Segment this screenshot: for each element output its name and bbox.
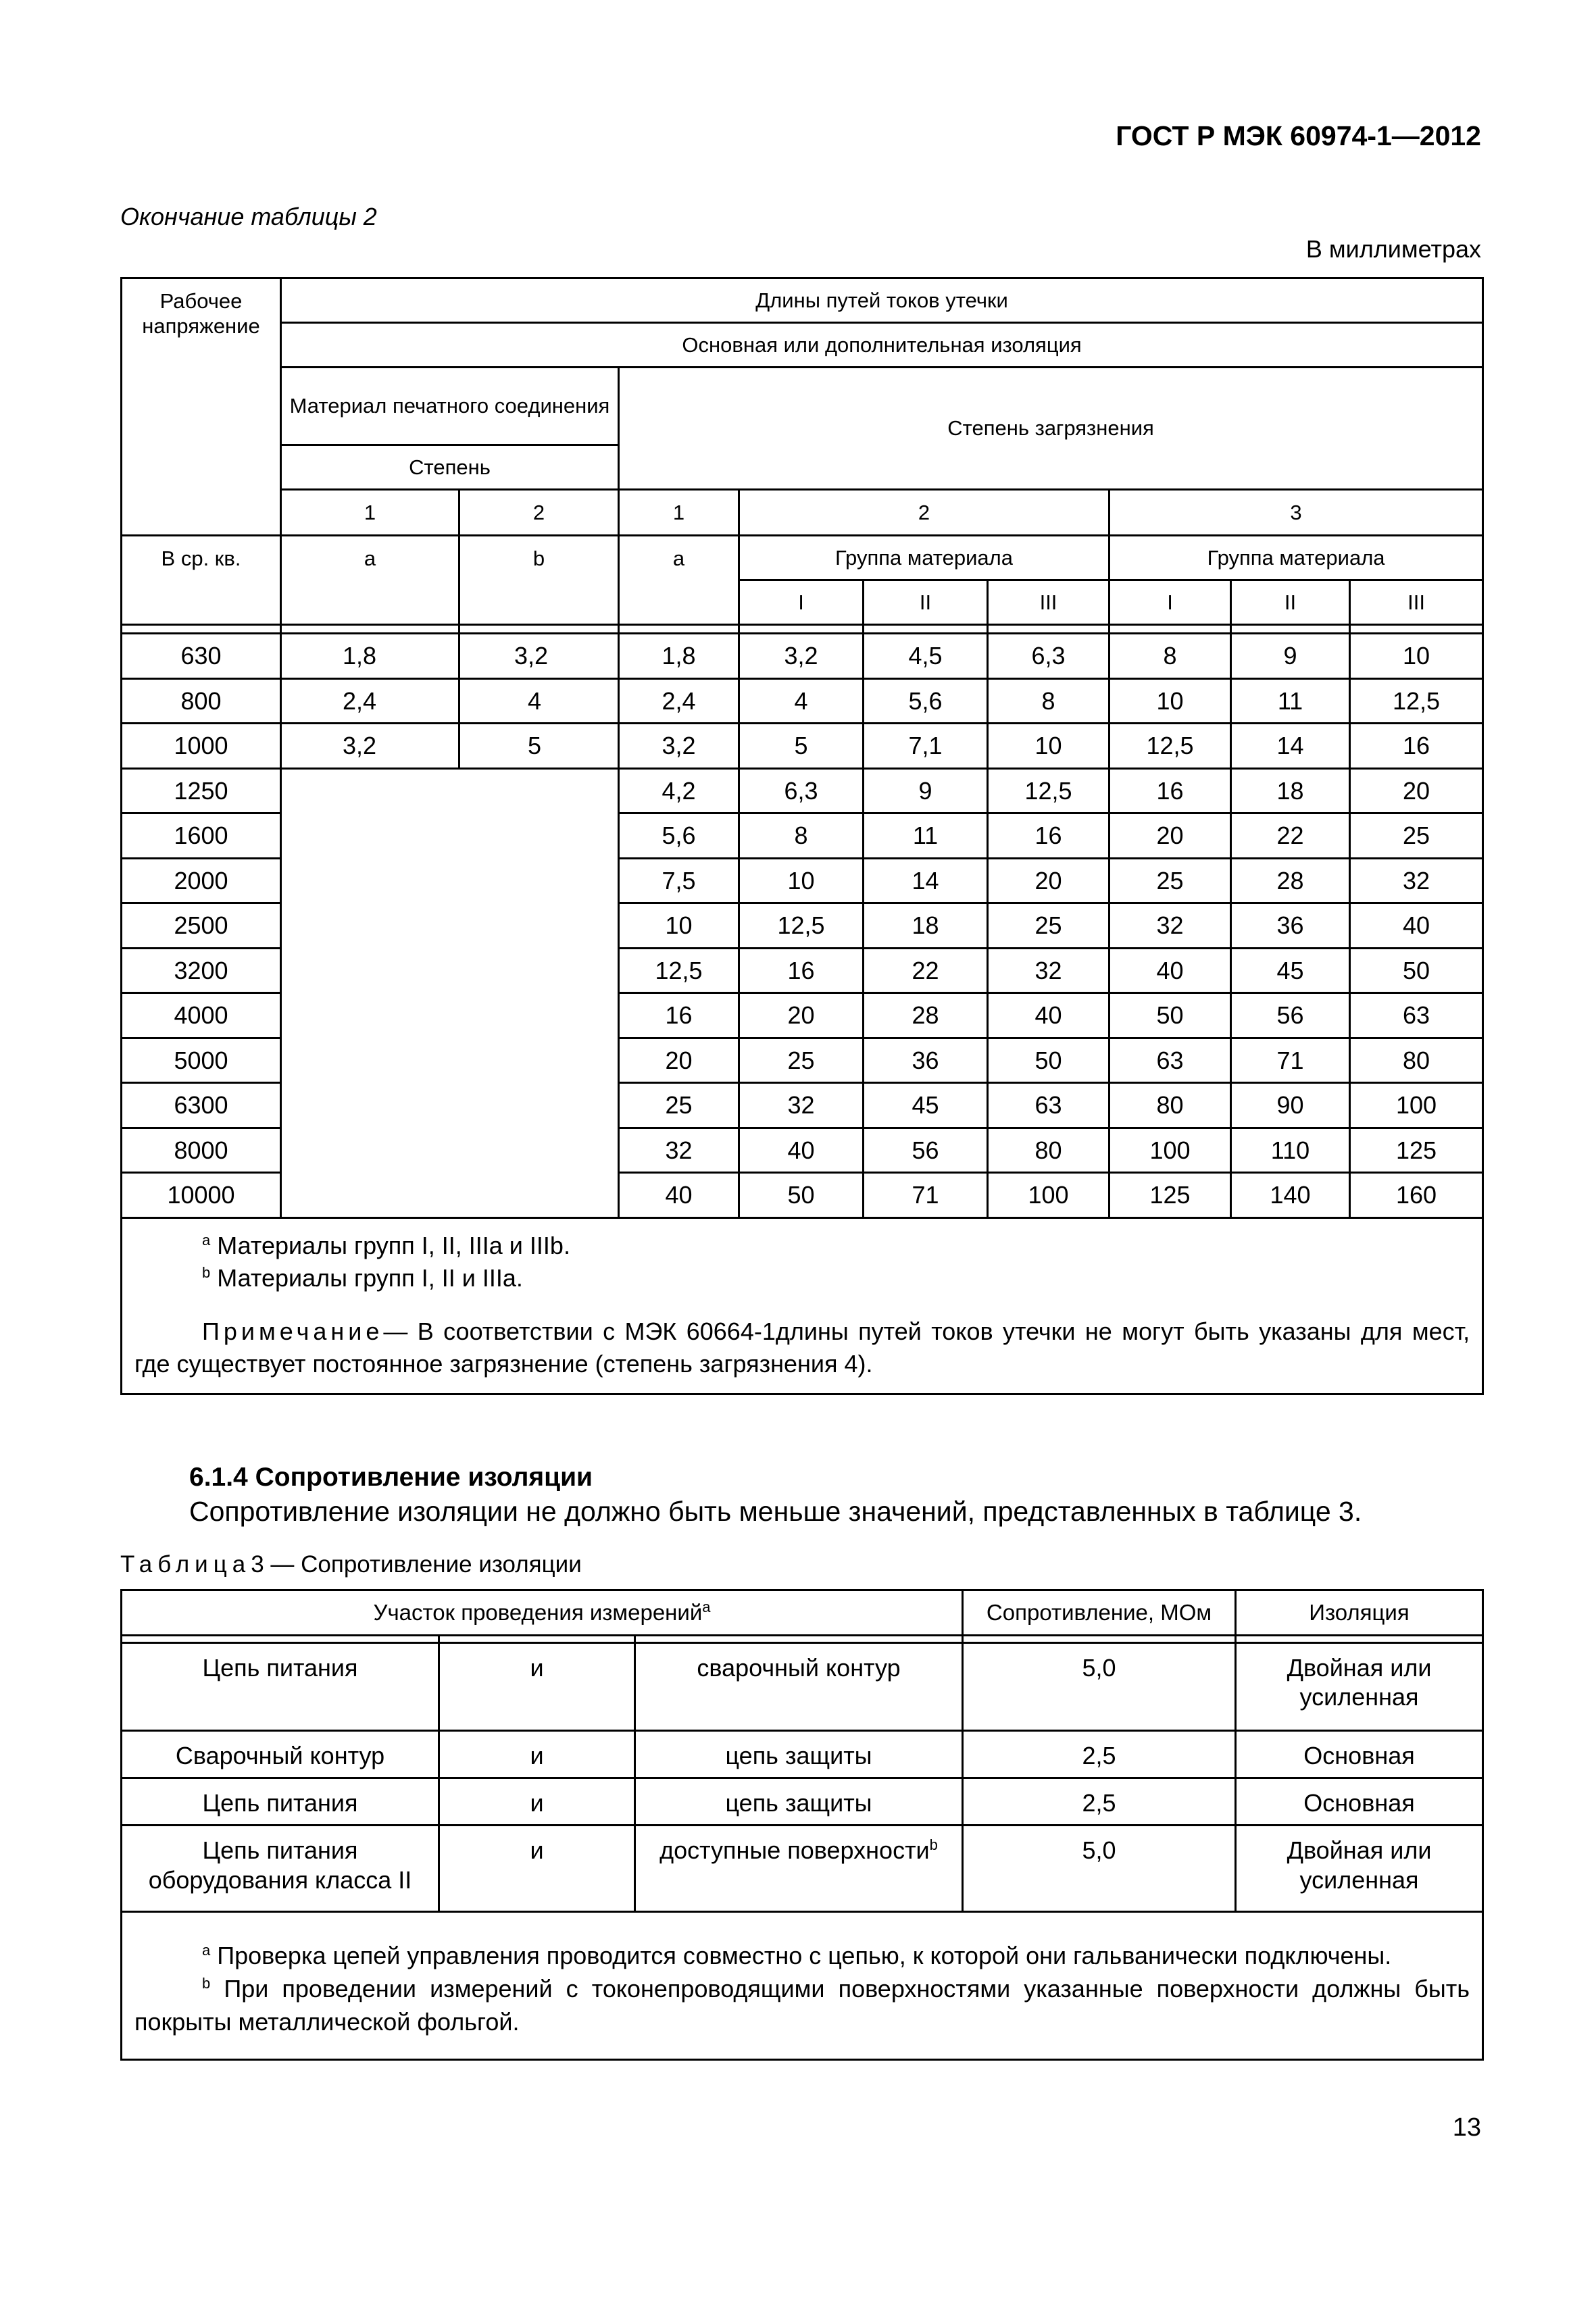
header-rms: В ср. кв. [122, 536, 281, 625]
header-pollution-2: 2 [739, 490, 1109, 536]
table-row: 2000 7,5 10 14 20 25 28 32 [122, 858, 1483, 903]
table3-caption: Таблица3 — Сопротивление изоляции [120, 1551, 582, 1578]
table-row: 1600 5,6 8 11 16 20 22 25 [122, 813, 1483, 859]
header-pollution-1: 1 [619, 490, 739, 536]
footnote-a: $^a$ Проверка цепей управления проводится совместно с цепью, к которой они гальванически подключены. [202, 1942, 1392, 1970]
table2-continuation-caption: Окончание таблицы 2 [120, 203, 377, 230]
table-row: 8000 32 40 56 80 100 110 125 [122, 1128, 1483, 1173]
table2-note: Примечание— В соответствии с МЭК 60664-1длины путей токов утечки не могут быть указаны для мест, где существует постоянное загрязнение (степень загрязнения 4). [134, 1317, 1470, 1378]
header-material-group-2: Группа материала [739, 536, 1109, 580]
table-row: 5000 20 25 36 50 63 71 80 [122, 1038, 1483, 1083]
header-group-iii: III [988, 580, 1109, 625]
footnote-b: $^b$ Материалы групп I, II и IIIa. [202, 1264, 523, 1292]
footnote-b: $^b$ При проведении измерений с токонепроводящими поверхностями указанные поверхности должны быть покрыты металлической фольгой. [134, 1974, 1470, 2036]
header-group-i: I [1109, 580, 1231, 625]
header-group-ii: II [1231, 580, 1350, 625]
header-insulation: Изоляция [1236, 1590, 1483, 1636]
header-material-group-3: Группа материала [1109, 536, 1483, 580]
table-row: Сварочный контур и цепь защиты 2,5 Основная [122, 1731, 1483, 1778]
section-heading: 6.1.4 Сопротивление изоляции [189, 1463, 593, 1492]
table-row: 10000 40 50 71 100 125 140 160 [122, 1173, 1483, 1218]
header-work-voltage: Рабочее напряжение [122, 278, 281, 536]
table-row: Цепь питания и сварочный контур 5,0 Двойная или усиленная [122, 1643, 1483, 1731]
header-measurement-site: Участок проведения измерений$^a$ [122, 1590, 963, 1636]
insulation-resistance-table [120, 1589, 1484, 2061]
table-row: Цепь питания и цепь защиты 2,5 Основная [122, 1778, 1483, 1826]
table2-footnotes [122, 1217, 1483, 1394]
table-row: 630 1,8 3,2 1,8 3,2 4,5 6,3 8 9 10 [122, 634, 1483, 679]
header-pollution-3: 3 [1109, 490, 1483, 536]
header-degree-1: 1 [281, 490, 459, 536]
header-group-ii: II [864, 580, 988, 625]
document-code: ГОСТ Р МЭК 60974-1—2012 [1116, 120, 1481, 151]
table-row: 800 2,4 4 2,4 4 5,6 8 10 11 12,5 [122, 678, 1483, 724]
header-group-iii: III [1350, 580, 1483, 625]
empty-merged-cell [281, 768, 619, 1217]
table-row: 3200 12,5 16 22 32 40 45 50 [122, 948, 1483, 993]
header-pcb-material: Материал печатного соединения [281, 368, 619, 445]
table-row: 4000 16 20 28 40 50 56 63 [122, 993, 1483, 1038]
header-insulation: Основная или дополнительная изоляция [281, 323, 1483, 368]
page-number: 13 [1452, 2113, 1481, 2142]
table-row: 6300 25 32 45 63 80 90 100 [122, 1083, 1483, 1128]
header-degree-2: 2 [459, 490, 619, 536]
section-text: Сопротивление изоляции не должно быть меньше значений, представленных в таблице 3. [189, 1496, 1362, 1527]
header-degree: Степень [281, 445, 619, 490]
header-pollution-degree: Степень загрязнения [619, 368, 1483, 490]
footnote-a: $^a$ Материалы групп I, II, IIIa и IIIb. [202, 1231, 570, 1259]
table-row: 1000 3,2 5 3,2 5 7,1 10 12,5 14 16 [122, 724, 1483, 769]
header-creepage: Длины путей токов утечки [281, 278, 1483, 323]
header-col-a2: a [619, 536, 739, 625]
creepage-table [120, 277, 1484, 1395]
table-row: Цепь питания оборудования класса II и доступные поверхности$^b$ 5,0 Двойная или усиленная [122, 1826, 1483, 1912]
table-row: 2500 10 12,5 18 25 32 36 40 [122, 903, 1483, 949]
header-col-b: b [459, 536, 619, 625]
header-resistance: Сопротивление, МОм [963, 1590, 1236, 1636]
table-row: 1250 4,2 6,3 9 12,5 16 18 20 [122, 768, 1483, 813]
header-col-a: a [281, 536, 459, 625]
table2-units: В миллиметрах [1305, 235, 1481, 263]
table3-footnotes [122, 1912, 1483, 2060]
header-group-i: I [739, 580, 864, 625]
